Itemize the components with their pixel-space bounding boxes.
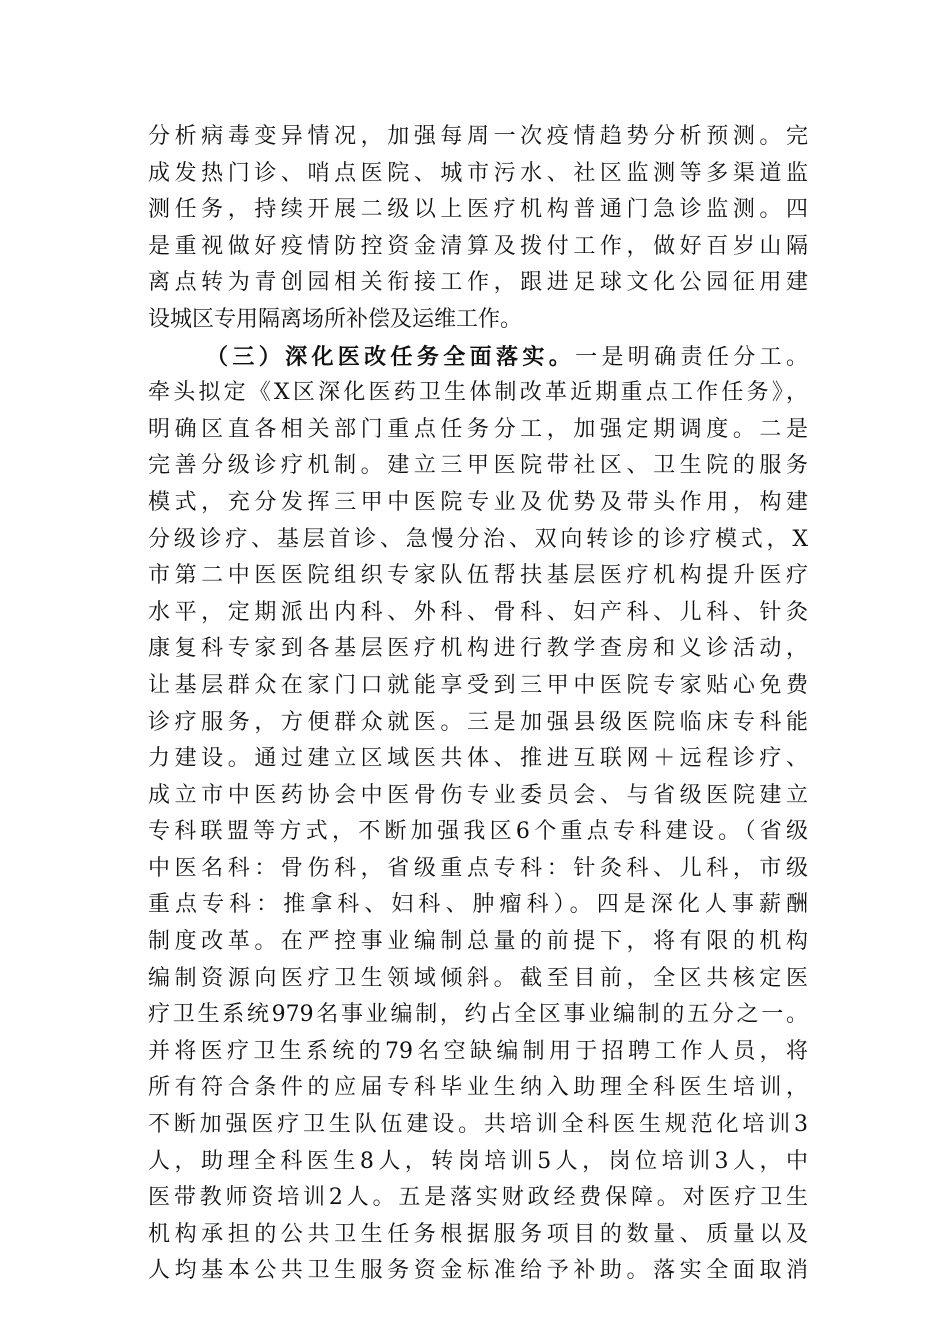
- text-line: 分级诊疗、基层首诊、急慢分治、双向转诊的诊疗模式，X: [148, 526, 808, 552]
- text-line: 诊疗服务，方便群众就医。三是加强县级医院临床专科能: [148, 709, 808, 735]
- text-line: 明确区直各相关部门重点任务分工，加强定期调度。二是: [148, 416, 808, 442]
- text-line: 所有符合条件的应届专科毕业生纳入助理全科医生培训，: [148, 1075, 808, 1101]
- text-line: 专科联盟等方式，不断加强我区6个重点专科建设。（省级: [148, 819, 808, 845]
- text-line: 成发热门诊、哨点医院、城市污水、社区监测等多渠道监: [148, 160, 808, 186]
- body-text: [148, 119, 808, 1290]
- text-line: 水平，定期派出内科、外科、骨科、妇产科、儿科、针灸: [148, 599, 808, 625]
- text-line: 不断加强医疗卫生队伍建设。共培训全科医生规范化培训3: [148, 1112, 808, 1138]
- section-heading-rest: 一是明确责任分工。: [575, 344, 808, 370]
- section-heading-line: [148, 339, 808, 376]
- paragraph-1: [148, 119, 808, 339]
- text-line: 是重视做好疫情防控资金清算及拨付工作，做好百岁山隔: [148, 233, 808, 259]
- text-line: 力建设。通过建立区域医共体、推进互联网＋远程诊疗、: [148, 746, 808, 772]
- text-line: 并将医疗卫生系统的79名空缺编制用于招聘工作人员，将: [148, 1038, 808, 1064]
- text-line: 完善分级诊疗机制。建立三甲医院带社区、卫生院的服务: [148, 453, 808, 479]
- text-line: 人均基本公共卫生服务资金标准给予补助。落实全面取消: [148, 1258, 808, 1284]
- text-line: 测任务，持续开展二级以上医疗机构普通门急诊监测。四: [148, 197, 808, 223]
- text-line: 人，助理全科医生8人，转岗培训5人，岗位培训3人，中: [148, 1148, 808, 1174]
- text-line: 机构承担的公共卫生任务根据服务项目的数量、质量以及: [148, 1221, 808, 1247]
- text-line: 模式，充分发挥三甲中医院专业及优势及带头作用，构建: [148, 489, 808, 515]
- text-line: 离点转为青创园相关衔接工作，跟进足球文化公园征用建: [148, 270, 808, 296]
- text-line: 编制资源向医疗卫生领域倾斜。截至目前，全区共核定医: [148, 965, 808, 991]
- text-line: 康复科专家到各基层医疗机构进行教学查房和义诊活动，: [148, 636, 808, 662]
- text-line: 制度改革。在严控事业编制总量的前提下，将有限的机构: [148, 929, 808, 955]
- text-line: 中医名科：骨伤科，省级重点专科：针灸科、儿科，市级: [148, 855, 808, 881]
- text-line: 重点专科：推拿科、妇科、肿瘤科）。四是深化人事薪酬: [148, 892, 808, 918]
- text-line: 牵头拟定《X区深化医药卫生体制改革近期重点工作任务》，: [148, 380, 808, 406]
- text-line: 设城区专用隔离场所补偿及运维工作。: [148, 306, 523, 332]
- paragraph-2: [148, 339, 808, 1290]
- text-line: 成立市中医药协会中医骨伤专业委员会、与省级医院建立: [148, 782, 808, 808]
- text-line: 疗卫生系统979名事业编制，约占全区事业编制的五分之一。: [148, 1002, 808, 1028]
- section-heading: （三）深化医改任务全面落实。: [206, 343, 576, 370]
- text-line: 市第二中医医院组织专家队伍帮扶基层医疗机构提升医疗: [148, 563, 808, 589]
- text-line: 分析病毒变异情况，加强每周一次疫情趋势分析预测。完: [148, 124, 808, 149]
- text-line: 医带教师资培训2人。五是落实财政经费保障。对医疗卫生: [148, 1185, 808, 1211]
- text-line: 让基层群众在家门口就能享受到三甲中医院专家贴心免费: [148, 672, 808, 698]
